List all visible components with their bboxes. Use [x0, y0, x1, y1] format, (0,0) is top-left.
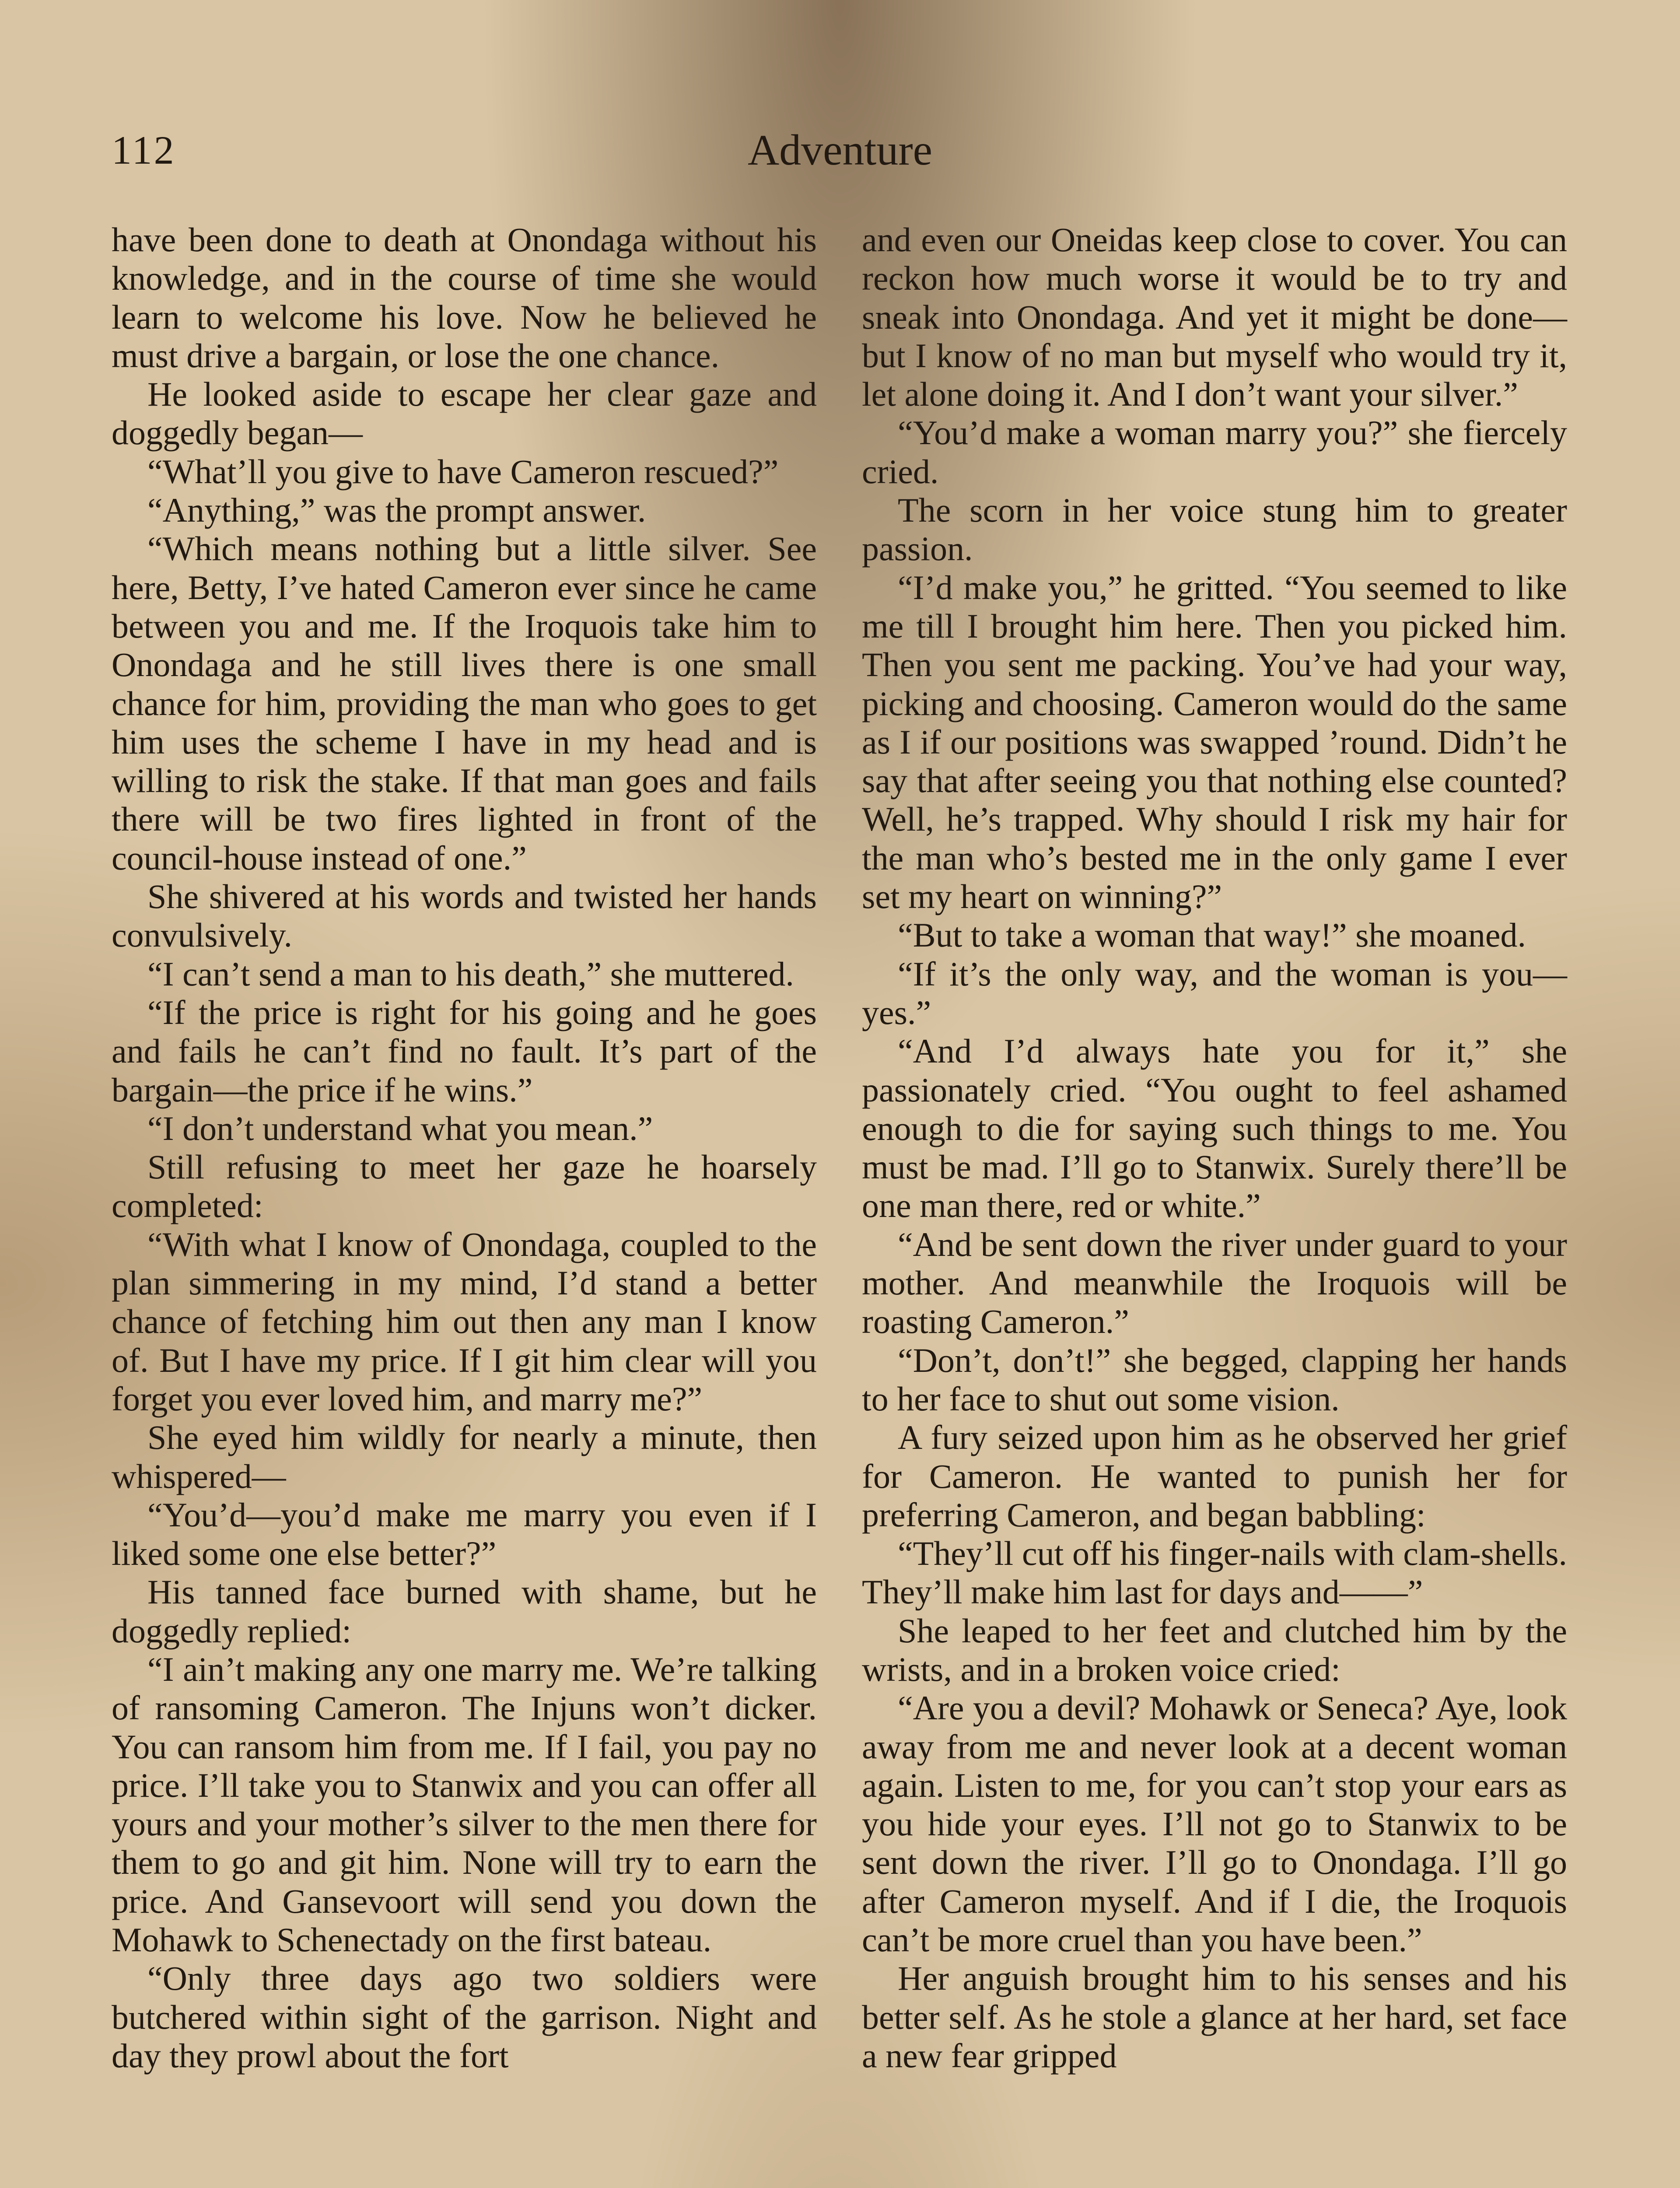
paragraph: Her anguish brought him to his senses and his better self. As he stole a glance at her hard, set face a new fear gripped	[862, 1959, 1567, 2075]
paragraph: “With what I know of Onondaga, coupled to the plan simmering in my mind, I’d stand a better chance of fetching him out then any man I know of. But I have my price. If I git him clear will you forget you ever loved him, and marry me?”	[112, 1225, 817, 1418]
paragraph: “Anything,” was the prompt answer.	[147, 491, 646, 529]
paragraph: His tanned face burned with shame, but he doggedly replied:	[112, 1573, 817, 1650]
paragraph: “And be sent down the river under guard to your mother. And meanwhile the Iroquois will be roasting Cameron.”	[862, 1225, 1567, 1341]
right-column	[862, 221, 1567, 2075]
running-head-title: Adventure	[747, 126, 933, 174]
paragraph: “You’d—you’d make me marry you even if I liked some one else better?”	[112, 1495, 817, 1573]
paragraph: “They’ll cut off his finger-nails with clam-shells. They’ll make him last for days and——”	[862, 1534, 1567, 1611]
paragraph: “I don’t understand what you mean.”	[147, 1109, 653, 1147]
paragraph: and even our Oneidas keep close to cover. You can reckon how much worse it would be to try and sneak into Onondaga. And yet it might be done—but I know of no man but myself who would try it, let alone doing it. And I don’t want your silver.”	[862, 221, 1567, 414]
paragraph: He looked aside to escape her clear gaze and doggedly began—	[112, 375, 817, 452]
paragraph: “Don’t, don’t!” she begged, clapping her hands to her face to shut out some vision.	[862, 1341, 1567, 1418]
paragraph: “You’d make a woman marry you?” she fiercely cried.	[862, 414, 1567, 491]
paragraph: “I ain’t making any one marry me. We’re talking of ransoming Cameron. The Injuns won’t dicker. You can ransom him from me. If I fail, you pay no price. I’ll take you to Stanwix and you can offer all yours and your mother’s silver to the men there for them to go and git him. None will try to earn the price. And Gansevoort will send you down the Mohawk to Schenectady on the first bateau.	[112, 1650, 817, 1959]
paragraph: “And I’d always hate you for it,” she passionately cried. “You ought to feel ashamed enough to die for saying such things to me. You must be mad. I’ll go to Stanwix. Surely there’ll be one man there, red or white.”	[862, 1032, 1567, 1225]
paragraph: “If it’s the only way, and the woman is you—yes.”	[862, 954, 1567, 1031]
paragraph: “Only three days ago two soldiers were butchered within sight of the garrison. Night and day they prowl about the fort	[112, 1959, 817, 2075]
paragraph: “I can’t send a man to his death,” she muttered.	[147, 954, 794, 993]
paragraph: “I’d make you,” he gritted. “You seemed to like me till I brought him here. Then you picked him. Then you sent me packing. You’ve had your way, picking and choosing. Cameron would do the same as I if our positions was swapped ’round. Didn’t he say that after seeing you that nothing else counted? Well, he’s trapped. Why should I risk my hair for the man who’s bested me in the only game I ever set my heart on winning?”	[862, 568, 1567, 916]
paragraph: Still refusing to meet her gaze he hoarsely completed:	[112, 1148, 817, 1225]
paragraph: She eyed him wildly for nearly a minute, then whispered—	[112, 1418, 817, 1495]
paragraph: “What’ll you give to have Cameron rescued?”	[147, 452, 779, 491]
left-column	[112, 221, 817, 2075]
paragraph: She shivered at his words and twisted her hands convulsively.	[112, 877, 817, 954]
paragraph: “If the price is right for his going and he goes and fails he can’t find no fault. It’s part of the bargain—the price if he wins.”	[112, 993, 817, 1109]
paragraph: have been done to death at Onondaga without his knowledge, and in the course of time she would learn to welcome his love. Now he believed he must drive a bargain, or lose the one chance.	[112, 221, 817, 375]
paragraph: “Are you a devil? Mohawk or Seneca? Aye, look away from me and never look at a decent woman again. Listen to me, for you can’t stop your ears as you hide your eyes. I’ll not go to Stanwix to be sent down the river. I’ll go to Onondaga. I’ll go after Cameron myself. And if I die, the Iroquois can’t be more cruel than you have been.”	[862, 1689, 1567, 1959]
paragraph: “Which means nothing but a little silver. See here, Betty, I’ve hated Cameron ever since he came between you and me. If the Iroquois take him to Onondaga and he still lives there is one small chance for him, providing the man who goes to get him uses the scheme I have in my head and is willing to risk the stake. If that man goes and fails there will be two fires lighted in front of the council-house instead of one.”	[112, 529, 817, 877]
paragraph: A fury seized upon him as he observed her grief for Cameron. He wanted to punish her for preferring Cameron, and began babbling:	[862, 1418, 1567, 1534]
paragraph: “But to take a woman that way!” she moaned.	[898, 916, 1526, 954]
page-number: 112	[112, 128, 176, 172]
paragraph: The scorn in her voice stung him to greater passion.	[862, 491, 1567, 568]
paragraph: She leaped to her feet and clutched him by the wrists, and in a broken voice cried:	[862, 1611, 1567, 1688]
